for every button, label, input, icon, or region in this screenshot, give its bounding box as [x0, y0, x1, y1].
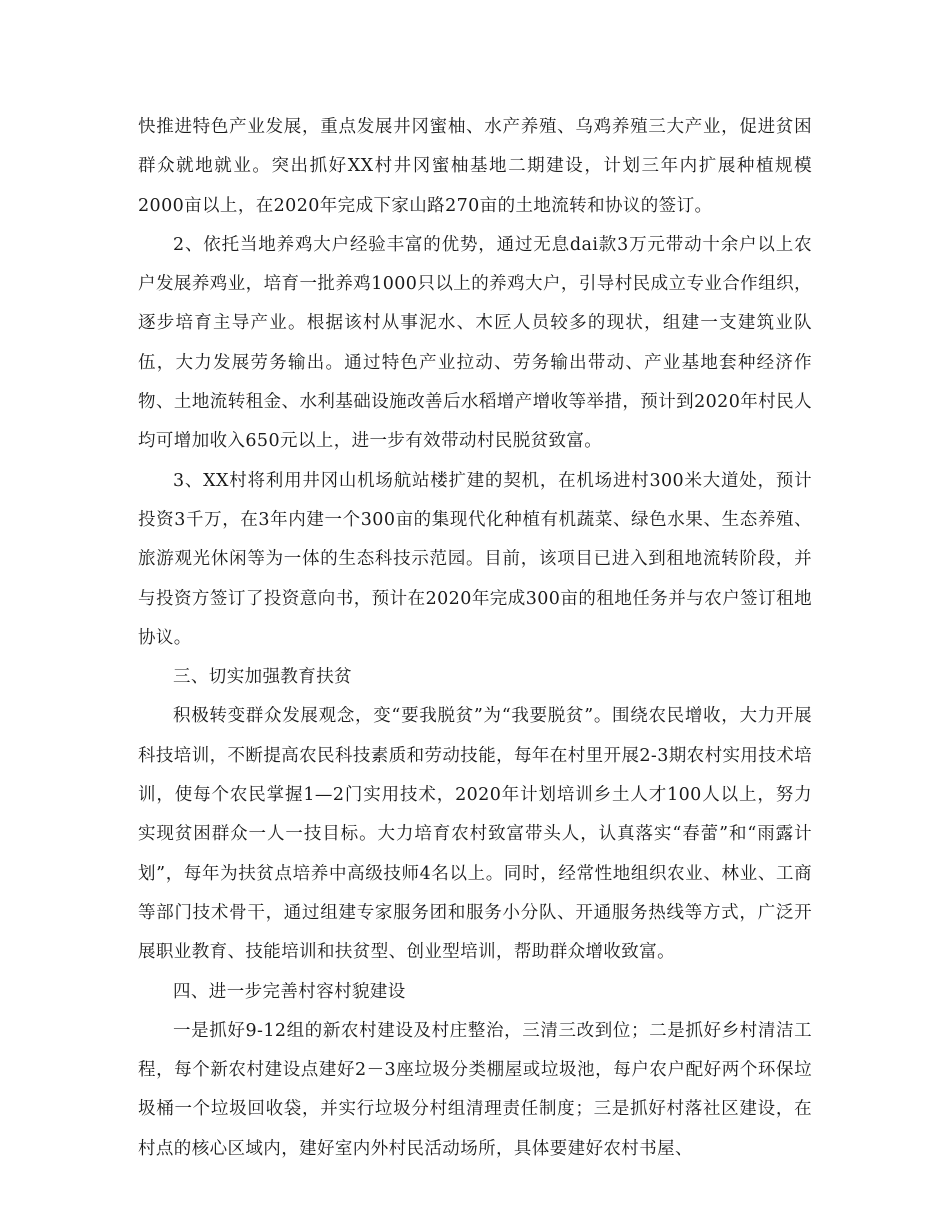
section-heading-education: 三、切实加强教育扶贫 [173, 667, 352, 688]
paragraph-education: 积极转变群众发展观念，变“要我脱贫”为“我要脱贫”。围绕农民增收，大力开展科技培训，不断提高农民科技素质和劳动技能，每年在村里开展2-3期农村实用技术培训，使每个农民掌握1—2门实用技术，2020年计划培训乡土人才100人以上，努力实现贫困群众一人一技目标。大力培育农村致富带头人，认真落实“春蕾”和“雨露计划”，每年为扶贫点培养中高级技师4名以上。同时，经常性地组织农业、林业、工商等部门技术骨干，通过组建专家服务团和服务小分队、开通服务热线等方式，广泛开展职业教育、技能培训和扶贫型、创业型培训，帮助群众增收致富。 [138, 706, 812, 963]
paragraph-item-3: 3、XX村将利用井冈山机场航站楼扩建的契机，在机场进村300米大道处，预计投资3千万，在3年内建一个300亩的集现代化种植有机蔬菜、绿色水果、生态养殖、旅游观光休闲等为一体的生态科技示范园。目前，该项目已进入到租地流转阶段，并与投资方签订了投资意向书，预计在2020年完成300亩的租地任务并与农户签订租地协议。 [138, 470, 812, 648]
paragraph-village: 一是抓好9-12组的新农村建设及村庄整治，三清三改到位；二是抓好乡村清洁工程，每个新农村建设点建好2－3座垃圾分类棚屋或垃圾池，每户农户配好两个环保垃圾桶一个垃圾回收袋，并实行垃圾分村组清理责任制度；三是抓好村落社区建设，在村点的核心区域内，建好室内外村民活动场所，具体要建好农村书屋、 [138, 1020, 812, 1159]
paragraph-item-2: 2、依托当地养鸡大户经验丰富的优势，通过无息dai款3万元带动十余户以上农户发展养鸡业，培育一批养鸡1000只以上的养鸡大户，引导村民成立专业合作组织，逐步培育主导产业。根据该村从事泥水、木匠人员较多的现状，组建一支建筑业队伍，大力发展劳务输出。通过特色产业拉动、劳务输出带动、产业基地套种经济作物、土地流转租金、水利基础设施改善后水稻增产增收等举措，预计到2020年村民人均可增加收入650元以上，进一步有效带动村民脱贫致富。 [138, 234, 812, 452]
section-heading-village: 四、进一步完善村容村貌建设 [173, 981, 406, 1002]
document-body [138, 108, 812, 1169]
paragraph-continuation: 快推进特色产业发展，重点发展井冈蜜柚、水产养殖、乌鸡养殖三大产业，促进贫困群众就地就业。突出抓好XX村井冈蜜柚基地二期建设，计划三年内扩展种植规模2000亩以上，在2020年完成下家山路270亩的土地流转和协议的签订。 [138, 117, 812, 216]
